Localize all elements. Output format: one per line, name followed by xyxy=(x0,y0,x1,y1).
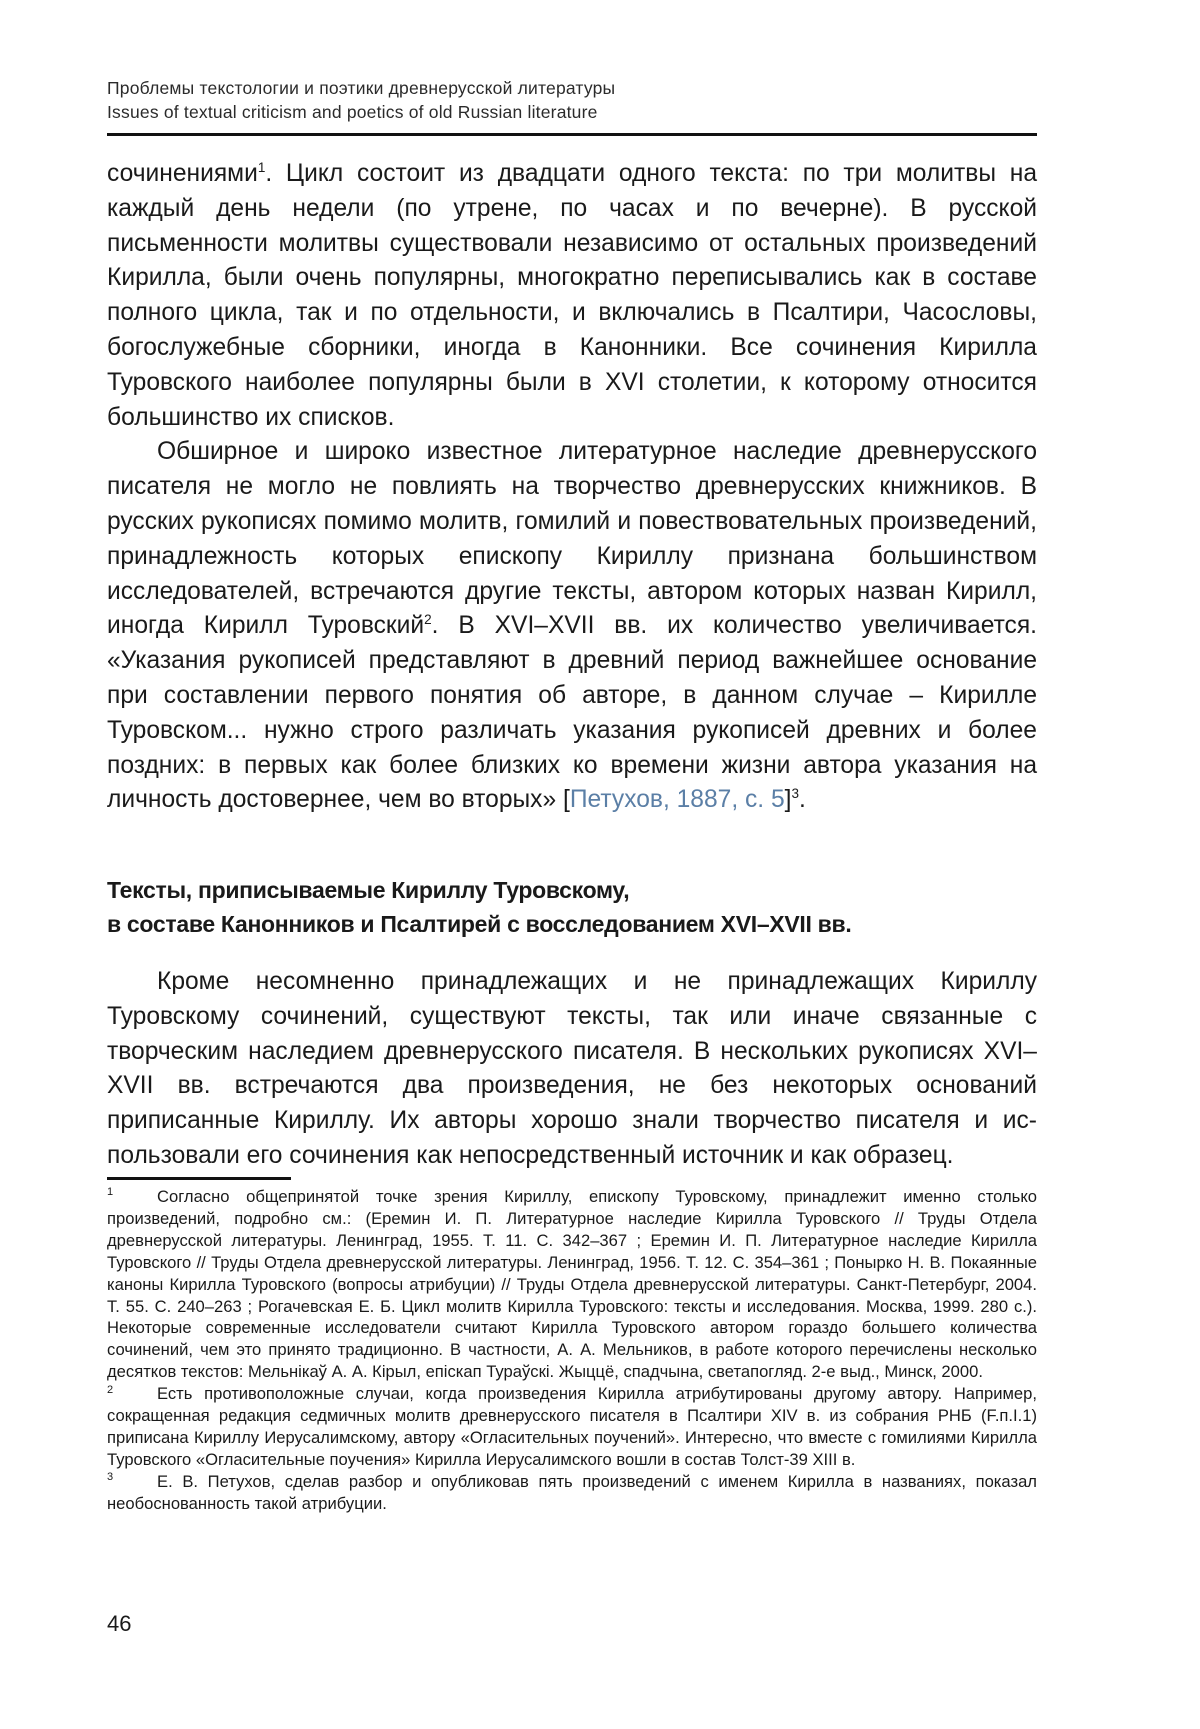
header-rule xyxy=(107,133,1037,136)
footnotes xyxy=(107,1186,1037,1515)
paragraph-1: сочинениями$^1$. Цикл состоит из двадцати одного текста: по три молитвы на каждый день недели (по утрене, по часах и по вечерне). В русской письменности молитвы существовали независимо от остальных произведений Кирилла, были очень популярны, многократно переписывались как в составе полного цикла, так и по отдельности, и включались в Псалтири, Часословы, богослужебные сборники, иногда в Канонники. Все сочинения Кирилла Туровского наиболее популярны были в XVI столетии, к которому относится большинство их списков. xyxy=(107,159,1037,431)
section-heading xyxy=(107,873,1037,941)
running-header-ru: Проблемы текстологии и поэтики древнерусской литературы xyxy=(107,78,616,98)
footnote-ref-2[interactable]: 2 xyxy=(424,612,432,628)
footnote-2: 2 Есть противоположные случаи, когда произведения Кирилла атрибутированы другому автору. Например, сокращенная редакция седмичных молитв древнерусского писателя в Псалтири XIV в. из собрания РНБ (F.п.I.1) приписана Кириллу Иерусалимскому, автору «Огласительных поучений». Интересно, что вместе с гомилиями Кирилла Туровского «Огласительные поучения» Кирилла Иерусалимского вошли в состав Толст-39 XIII в. xyxy=(107,1383,1037,1469)
running-header xyxy=(107,76,1037,124)
footnote-text: Согласно общепринятой точке зрения Кириллу, епископу Туровскому, принадлежит именно столько произведений, подробно см.: (Еремин И. П. Литературное наследие Кирилла Туровского // Труды Отдела древнерусской литературы. Ленинград, 1955. Т. 11. С. 342–367 ; Еремин И. П. Литературное наследие Кирилла Туровского // Труды Отдела древнерусской литературы. Ленинград, 1956. Т. 12. С. 354–361 ; Понырко Н. В. Покаянные каноны Кирилла Туровского (вопросы атрибуции) // Труды Отдела древнерусской литературы. Санкт-Петербург, 2004. Т. 55. С. 240–263 ; Рогачевская Е. Б. Цикл молитв Кирилла Туровского: тексты и исследования. Москва, 1999. 280 с.). Некоторые современные исследователи считают Кирилла Туровского автором гораздо большего количества сочинений, чем это принято традиционно. В частности, А. А. Мельников, в работе которого перечислены несколько десятков текстов: Мельнікаў А. А. Кірыл, епіскап Тураўскі. Жыццё, спадчына, светапогляд. 2-е выд., Минск, 2000. xyxy=(107,1187,1037,1382)
section-heading-line-2: в составе Канонников и Псалтирей с восследованием XVI–XVII вв. xyxy=(107,911,852,937)
section-text xyxy=(107,965,1037,1174)
footnote-1: 1 Согласно общепринятой точке зрения Кириллу, епископу Туровскому, принадлежит именно столько произведений, подробно см.: (Еремин И. П. Литературное наследие Кирилла Туровского // Труды Отдела древнерусской литературы. Ленинград, 1955. Т. 11. С. 342–367 ; Еремин И. П. Литературное наследие Кирилла Туровского // Труды Отдела древнерусской литературы. Ленинград, 1956. Т. 12. С. 354–361 ; Понырко Н. В. Покаянные каноны Кирилла Туровского (вопросы атрибуции) // Труды Отдела древнерусской литературы. Санкт-Петербург, 2004. Т. 55. С. 240–263 ; Рогачевская Е. Б. Цикл молитв Кирилла Туровского: тексты и исследования. Москва, 1999. 280 с.). Некоторые современные исследователи считают Кирилла Туровского автором гораздо большего количества сочинений, чем это принято традиционно. В частности, А. А. Мельников, в работе которого перечислены несколько десятков текстов: Мельнікаў А. А. Кірыл, епіскап Тураўскі. Жыццё, спадчына, светапогляд. 2-е выд., Минск, 2000. xyxy=(107,1186,1037,1382)
paragraph-2: Обширное и широко известное литературное наследие древнерусского писателя не могло не повлиять на творчество древнерусских книжников. В русских рукописях помимо молитв, гомилий и повествовательных произведений, принадлежность которых епископу Кириллу признана большинством исследователей, встречаются другие тексты, автором которых назван Кирилл, иногда Кирилл Туровский$^2$. В XVI–XVII вв. их количество увеличивается. «Указания рукописей представляют в древний период важнейшее основание при составлении первого понятия об авторе, в данном случае – Кирилле Туровском... нужно строго различать указания рукописей древних и более поздних: в первых как более близких ко времени жизни автора указания на личность достовернее, чем во вторых» [Петухов, 1887, с. 5]$^3$. xyxy=(107,438,1038,814)
footnote-text: Есть противоположные случаи, когда произведения Кирилла атрибутированы другому автору. Например, сокращенная редакция седмичных молитв древнерусского писателя в Псалтири XIV в. из собрания РНБ (F.п.I.1) приписана Кириллу Иерусалимскому, автору «Огласительных поучений». Интересно, что вместе с гомилиями Кирилла Туровского «Огласительные поучения» Кирилла Иерусалимского вошли в состав Толст-39 XIII в. xyxy=(107,1384,1037,1469)
main-text xyxy=(107,157,1037,818)
footnote-ref-3[interactable]: 3 xyxy=(791,786,800,802)
page xyxy=(107,0,1037,1729)
section-heading-line-1: Тексты, приписываемые Кириллу Туровскому, xyxy=(107,877,630,903)
page-number: 46 xyxy=(107,1611,132,1636)
running-header-en: Issues of textual criticism and poetics of old Russian literature xyxy=(107,102,598,122)
footnote-text: Е. В. Петухов, сделав разбор и опубликовав пять произведений с именем Кирилла в названиях, показал необоснованность такой атрибуции. xyxy=(107,1471,1037,1513)
citation-link[interactable]: Петухов, 1887, с. 5 xyxy=(569,786,785,814)
footnote-3: 3 Е. В. Петухов, сделав разбор и опубликовав пять произведений с именем Кирилла в названиях, показал необоснованность такой атрибуции. xyxy=(107,1471,1037,1513)
footnote-ref-1[interactable]: 1 xyxy=(257,159,266,175)
paragraph-3: Кроме несомненно принадлежащих и не принадлежащих Кириллу Туровскому сочинений, существуют тексты, так или иначе связанные с творческим наследием древнерусского писателя. В нескольких рукописях XVI–XVII вв. встречаются два произведения, не без некоторых оснований приписанные Кириллу. Их авторы хорошо знали творчество писателя и использовали его сочинения как непосредственный источник и как образец. xyxy=(107,968,1037,1169)
footnote-rule xyxy=(107,1177,291,1180)
